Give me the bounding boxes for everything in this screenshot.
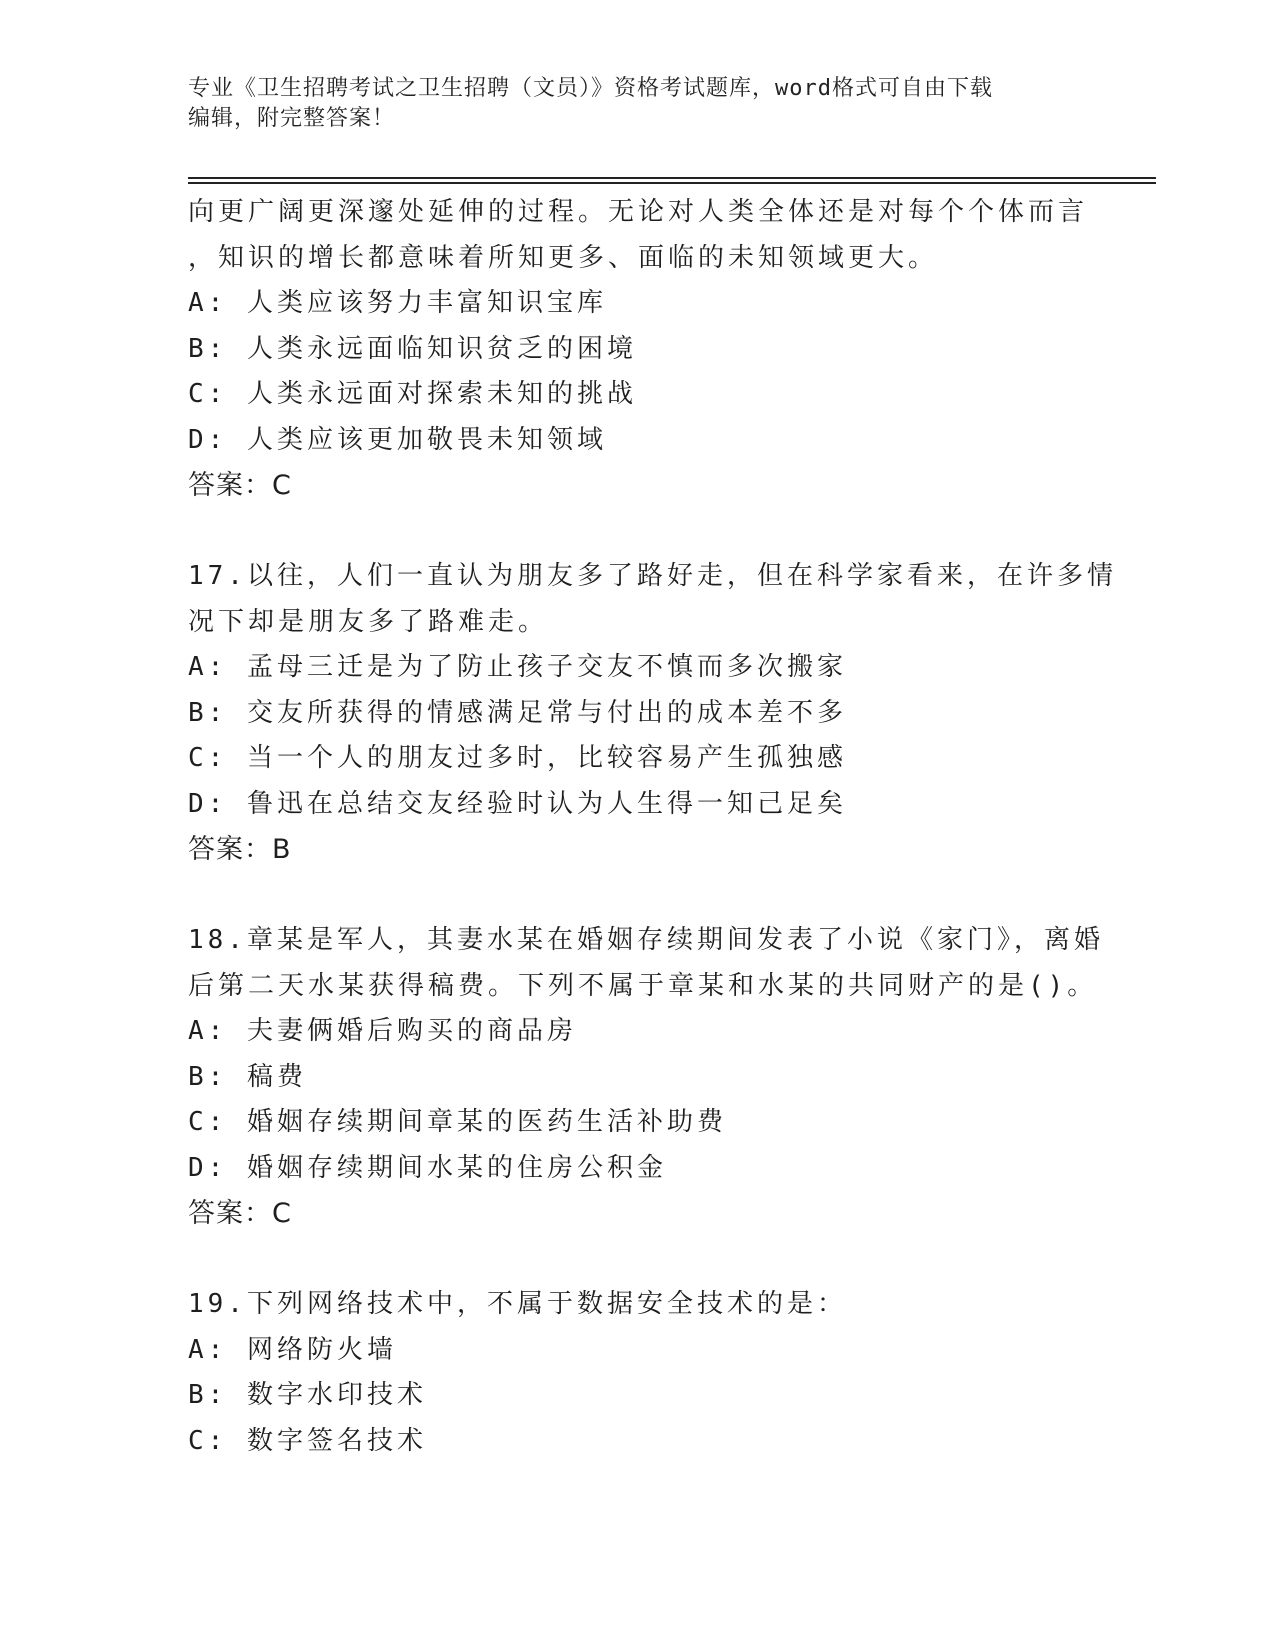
question-16-answer: 答案：C (188, 470, 292, 501)
question-content (188, 190, 1117, 1464)
question-16-option-d: D: 人类应该更加敬畏未知领域 (188, 424, 607, 455)
question-16-option-b: B: 人类永远面临知识贫乏的困境 (188, 333, 637, 364)
header-divider-bottom (188, 182, 1156, 184)
question-16-option-c: C: 人类永远面对探索未知的挑战 (188, 379, 637, 409)
question-16-text-line: 向更广阔更深邃处延伸的过程。无论对人类全体还是对每个个体而言 (188, 197, 1089, 227)
header-line-2: 编辑，附完整答案！ (188, 106, 396, 131)
header-divider-top (188, 177, 1156, 179)
question-18-text-line: 后第二天水某获得稿费。下列不属于章某和水某的共同财产的是()。 (188, 970, 1098, 1001)
question-16-option-a: A: 人类应该努力丰富知识宝库 (188, 288, 607, 318)
question-18-option-d: D: 婚姻存续期间水某的住房公积金 (188, 1152, 667, 1183)
question-17-option-c: C: 当一个人的朋友过多时，比较容易产生孤独感 (188, 743, 847, 773)
question-spacer (188, 1237, 1088, 1283)
question-18-option-b: B: 稿费 (188, 1061, 307, 1092)
question-19-option-a: A: 网络防火墙 (188, 1334, 397, 1365)
question-spacer (188, 509, 1088, 555)
header-line-1: 专业《卫生招聘考试之卫生招聘（文员）》资格考试题库，word格式可自由下载 (188, 76, 993, 101)
question-19-option-c: C: 数字签名技术 (188, 1425, 427, 1456)
question-17-option-b: B: 交友所获得的情感满足常与付出的成本差不多 (188, 697, 847, 728)
question-spacer (188, 873, 1088, 919)
question-19-option-b: B: 数字水印技术 (188, 1380, 427, 1410)
question-18-text-line: 18.章某是军人，其妻水某在婚姻存续期间发表了小说《家门》，离婚 (188, 925, 1104, 955)
question-17-text-line: 17.以往，人们一直认为朋友多了路好走，但在科学家看来，在许多情 (188, 561, 1117, 591)
question-16-text-line: ，知识的增长都意味着所知更多、面临的未知领域更大。 (188, 242, 939, 273)
question-18-option-c: C: 婚姻存续期间章某的医药生活补助费 (188, 1107, 727, 1137)
page-header (188, 74, 1088, 134)
question-17-option-a: A: 孟母三迁是为了防止孩子交友不慎而多次搬家 (188, 652, 847, 682)
question-17-answer: 答案：B (188, 834, 292, 865)
question-17-option-d: D: 鲁迅在总结交友经验时认为人生得一知己足矣 (188, 788, 847, 819)
question-17-text-line: 况下却是朋友多了路难走。 (188, 606, 549, 637)
question-18-option-a: A: 夫妻俩婚后购买的商品房 (188, 1016, 577, 1046)
question-18-answer: 答案：C (188, 1198, 292, 1229)
question-19-text-line: 19.下列网络技术中，不属于数据安全技术的是： (188, 1289, 847, 1319)
